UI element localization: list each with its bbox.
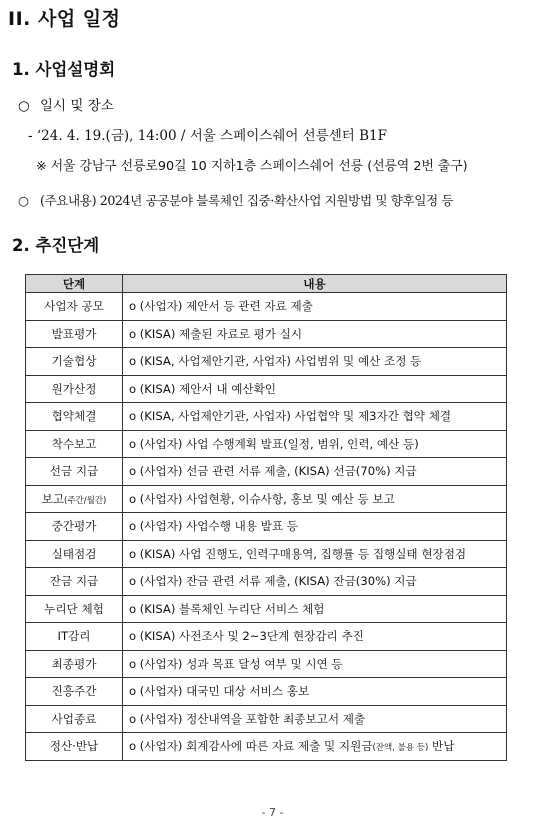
content-cell: o (사업자) 회계감사에 따른 자료 제출 및 지원금(잔액, 불용 등) 반납 (123, 733, 507, 761)
content-cell: o (사업자) 사업 수행계획 발표(일정, 범위, 인력, 예산 등) (123, 430, 507, 458)
circle-bullet: ○ (18, 98, 30, 114)
table-row (26, 485, 507, 513)
schedule-detail: - ‘24. 4. 19.(금), 14:00 / 서울 스페이스쉐어 선릉센터 B1F (28, 128, 387, 144)
table-row (26, 320, 507, 348)
content-cell: o (KISA) 사업 진행도, 인력구매용역, 집행률 등 집행실태 현장점검 (123, 540, 507, 568)
stage-cell: 사업자 공모 (26, 293, 123, 321)
stage-cell: 원가산정 (26, 375, 123, 403)
stage-cell: 사업종료 (26, 705, 123, 733)
table-row (26, 375, 507, 403)
table-header-row (26, 275, 507, 293)
table-row (26, 348, 507, 376)
stage-cell: 협약체결 (26, 403, 123, 431)
header-stage: 단계 (26, 275, 123, 293)
content-cell: o (사업자) 정산내역을 포함한 최종보고서 제출 (123, 705, 507, 733)
subsection-title-stages: 2. 추진단계 (12, 236, 100, 255)
table-row (26, 540, 507, 568)
bullet-text: 일시 및 장소 (40, 98, 114, 114)
table-row (26, 650, 507, 678)
content-cell: o (KISA, 사업제안기관, 사업자) 사업협약 및 제3자간 협약 체결 (123, 403, 507, 431)
address-note: ※ 서울 강남구 선릉로90길 10 지하1층 스페이스쉐어 선릉 (선릉역 2번 출구) (36, 159, 468, 174)
content-cell: o (사업자) 선금 관련 서류 제출, (KISA) 선금(70%) 지급 (123, 458, 507, 486)
table-row (26, 430, 507, 458)
stage-cell: 보고(주간/월간) (26, 485, 123, 513)
content-cell: o (사업자) 성과 목표 달성 여부 및 시연 등 (123, 650, 507, 678)
content-cell: o (KISA, 사업제안기관, 사업자) 사업범위 및 예산 조정 등 (123, 348, 507, 376)
content-cell: o (KISA) 사전조사 및 2~3단계 현장감리 추진 (123, 623, 507, 651)
stage-cell: 선금 지급 (26, 458, 123, 486)
stage-cell: IT감리 (26, 623, 123, 651)
main-content-prefix: (주요내용) (40, 193, 97, 208)
stage-cell: 실태점검 (26, 540, 123, 568)
stage-cell: 잔금 지급 (26, 568, 123, 596)
table-row (26, 568, 507, 596)
bullet-schedule-place (18, 94, 114, 114)
table-row (26, 733, 507, 761)
stage-cell: 누리단 체험 (26, 595, 123, 623)
stage-cell: 정산·반납 (26, 733, 123, 761)
content-cell: o (사업자) 사업수행 내용 발표 등 (123, 513, 507, 541)
stage-cell: 착수보고 (26, 430, 123, 458)
page-number: - 7 - (261, 806, 284, 819)
stages-table (25, 274, 507, 761)
table-row (26, 595, 507, 623)
stage-cell: 중간평가 (26, 513, 123, 541)
table-row (26, 513, 507, 541)
content-cell: o (KISA) 제출된 자료로 평가 실시 (123, 320, 507, 348)
content-cell: o (KISA) 제안서 내 예산확인 (123, 375, 507, 403)
table-row (26, 293, 507, 321)
table-row (26, 458, 507, 486)
content-cell: o (사업자) 잔금 관련 서류 제출, (KISA) 잔금(30%) 지급 (123, 568, 507, 596)
main-content-text: 2024년 공공분야 블록체인 집중·확산사업 지원방법 및 향후일정 등 (99, 193, 454, 208)
table-row (26, 403, 507, 431)
content-cell: o (사업자) 제안서 등 관련 자료 제출 (123, 293, 507, 321)
section-title: II. 사업 일정 (8, 8, 121, 30)
stage-cell: 기술협상 (26, 348, 123, 376)
content-cell: o (사업자) 대국민 대상 서비스 홍보 (123, 678, 507, 706)
header-content: 내용 (123, 275, 507, 293)
stage-cell: 최종평가 (26, 650, 123, 678)
content-cell: o (사업자) 사업현황, 이슈사항, 홍보 및 예산 등 보고 (123, 485, 507, 513)
table-row (26, 678, 507, 706)
content-cell: o (KISA) 블록체인 누리단 서비스 체험 (123, 595, 507, 623)
table-row (26, 705, 507, 733)
table-row (26, 623, 507, 651)
bullet-main-content (18, 190, 453, 209)
stage-cell: 진흥주간 (26, 678, 123, 706)
subsection-title-briefing: 1. 사업설명회 (12, 60, 116, 79)
circle-bullet: ○ (18, 193, 29, 208)
stage-cell: 발표평가 (26, 320, 123, 348)
